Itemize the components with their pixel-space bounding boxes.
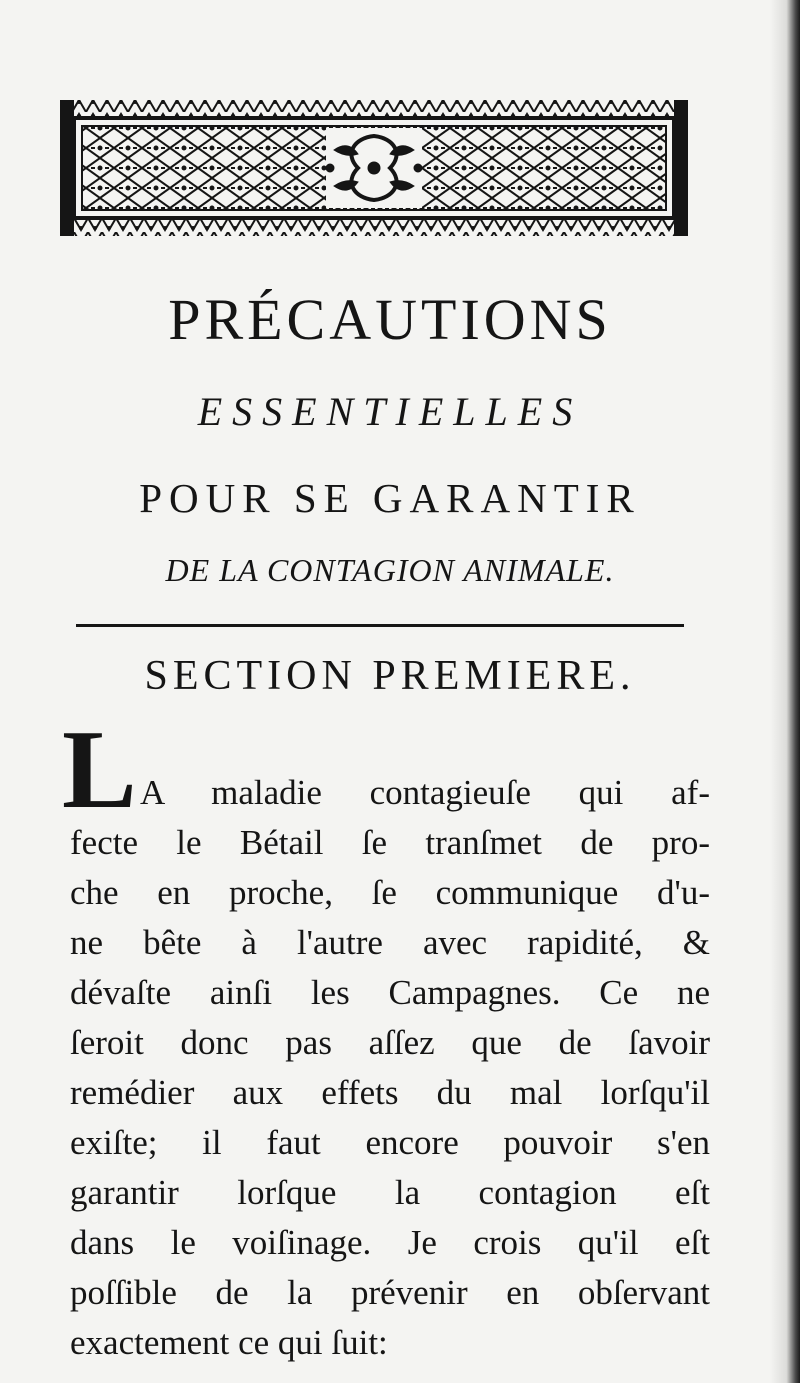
title-line-3: POUR SE GARANTIR [139,475,641,521]
body-line: ſeroit donc pas aſſez que de ſavoir [70,1023,710,1062]
title-line-4: DE LA CONTAGION ANIMALE. [165,552,615,588]
body-line: poſſible de la prévenir en obſervant [70,1273,710,1312]
body-line: dans le voiſinage. Je crois qu'il eſt [70,1223,710,1262]
decorative-headpiece-icon [58,98,690,238]
drop-cap: L [62,708,137,832]
body-paragraph [70,768,710,1368]
body-line: exactement ce qui ſuit: [70,1323,388,1362]
body-line: remédier aux effets du mal lorſqu'il [70,1073,710,1112]
section-heading: SECTION PREMIERE. [144,653,636,699]
horizontal-rule [76,624,684,627]
body-line: che en proche, ſe communique d'u- [70,873,710,912]
body-line: dévaſte ainſi les Campagnes. Ce ne [70,973,710,1012]
body-line: exiſte; il faut encore pouvoir s'en [70,1123,710,1162]
body-line: fecte le Bétail ſe tranſmet de pro- [70,823,710,862]
body-line: ne bête à l'autre avec rapidité, & [70,923,710,962]
title-line-1: PRÉCAUTIONS [168,287,612,352]
body-line: A maladie contagieuſe qui af- [140,773,710,812]
body-line: garantir lorſque la contagion eſt [70,1173,710,1212]
title-line-2: ESSENTIELLES [197,389,583,434]
